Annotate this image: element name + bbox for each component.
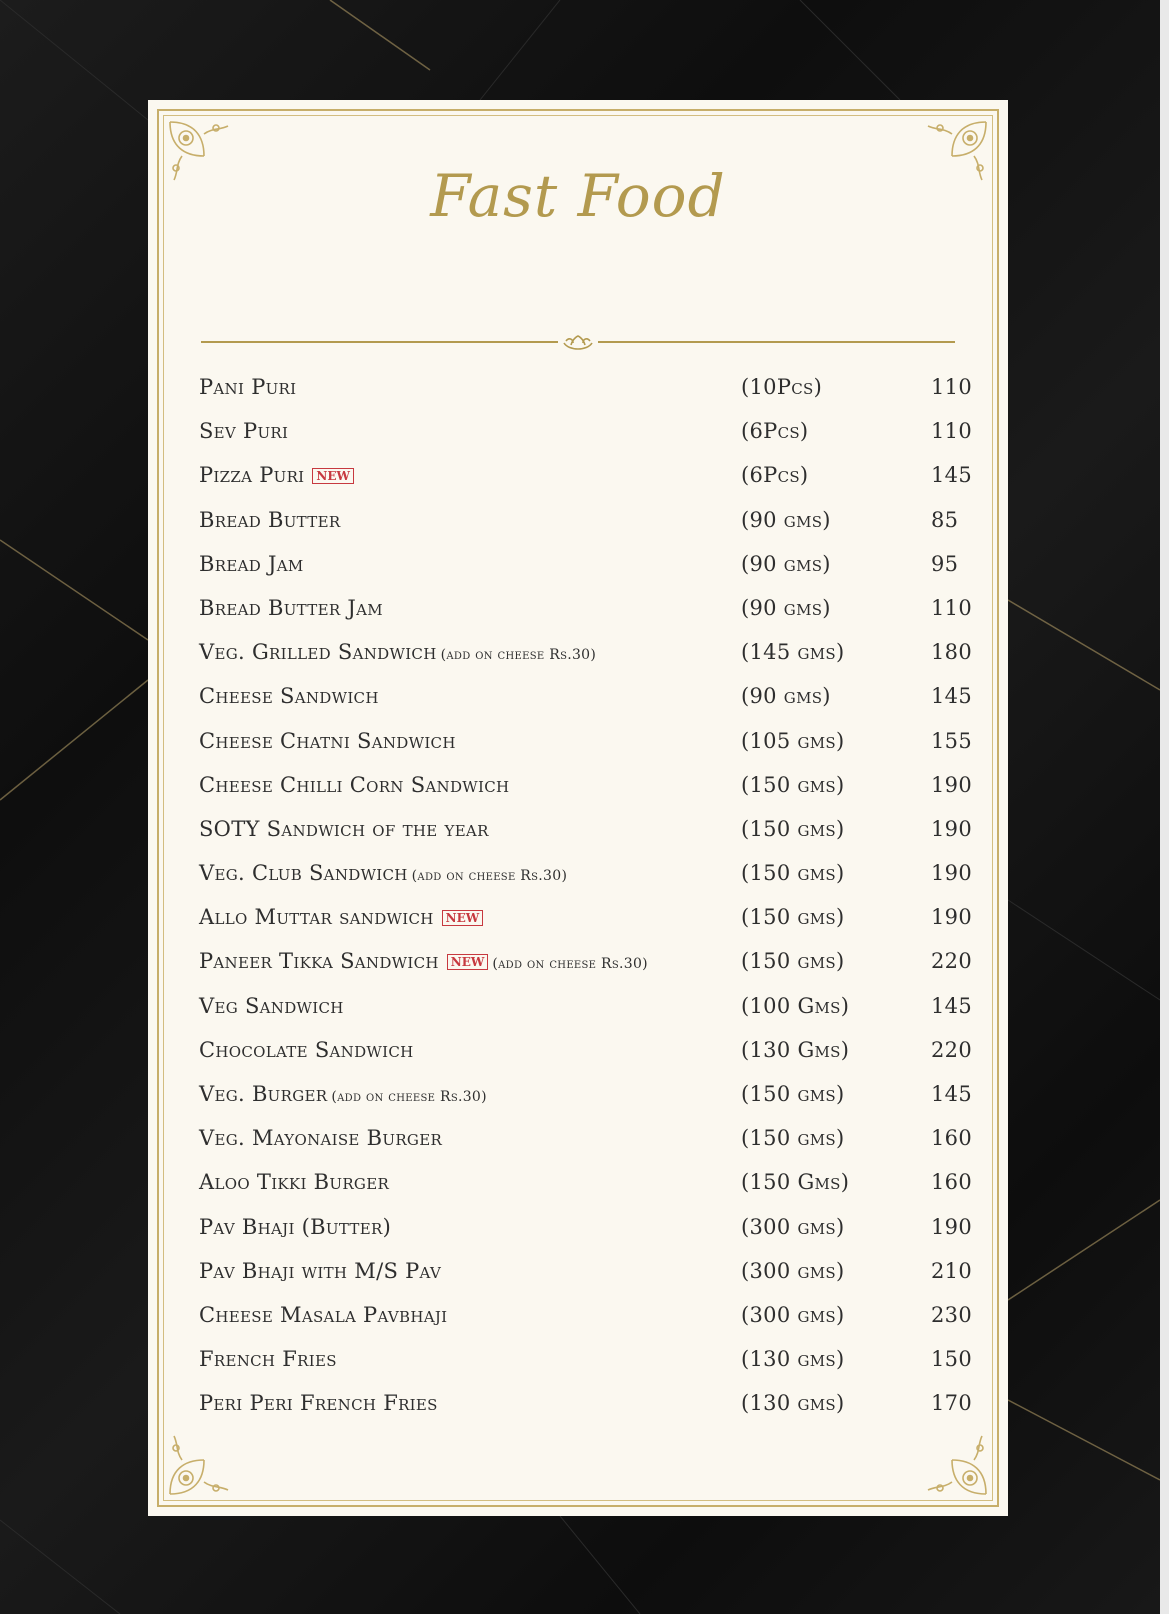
item-price: 190	[931, 1214, 972, 1239]
item-name-group	[199, 542, 304, 586]
item-price: 190	[931, 772, 972, 797]
item-quantity: (150 gms)	[741, 772, 845, 797]
item-price: 230	[931, 1302, 972, 1327]
item-price: 145	[931, 684, 972, 709]
item-note: (add on cheese Rs.30)	[411, 868, 568, 885]
item-quantity: (90 gms)	[741, 684, 831, 709]
item-name: Paneer Tikka Sandwich	[199, 949, 439, 974]
menu-item	[199, 498, 959, 542]
item-name: Veg. Mayonaise Burger	[199, 1126, 443, 1151]
item-price: 220	[931, 949, 972, 974]
item-name: Peri Peri French Fries	[199, 1391, 438, 1416]
lotus-icon	[564, 336, 592, 349]
item-name-group	[199, 1337, 337, 1381]
item-price: 110	[931, 595, 972, 620]
item-quantity: (130 gms)	[741, 1347, 845, 1372]
menu-item	[199, 630, 972, 674]
item-quantity: (150 gms)	[741, 861, 845, 886]
item-name-group	[199, 719, 456, 763]
item-price: 190	[931, 905, 972, 930]
item-name-group	[199, 895, 483, 939]
item-quantity: (150 gms)	[741, 905, 845, 930]
item-name: Pav Bhaji (Butter)	[199, 1214, 392, 1239]
item-name: Veg Sandwich	[199, 993, 344, 1018]
item-quantity: (90 gms)	[741, 507, 831, 532]
menu-item	[199, 1028, 972, 1072]
menu-item	[199, 1249, 972, 1293]
menu-item	[199, 1381, 972, 1425]
item-quantity: (150 gms)	[741, 1126, 845, 1151]
item-name: Bread Jam	[199, 551, 304, 576]
menu-item	[199, 1337, 972, 1381]
item-name-group	[199, 807, 489, 851]
item-quantity: (150 gms)	[741, 1082, 845, 1106]
menu-item	[199, 939, 972, 983]
item-price: 160	[931, 1126, 972, 1151]
item-quantity: (300 gms)	[741, 1214, 845, 1239]
item-price: 110	[931, 419, 972, 444]
new-badge: NEW	[447, 954, 489, 970]
item-name-group	[199, 1028, 414, 1072]
item-name: French Fries	[199, 1347, 337, 1372]
item-name: Veg. Club Sandwich	[199, 861, 408, 886]
item-price: 145	[931, 1082, 972, 1106]
item-name-group	[199, 1205, 391, 1249]
menu-item	[199, 586, 972, 630]
item-quantity: (300 gms)	[741, 1302, 845, 1327]
item-name: Pani Puri	[199, 375, 297, 399]
item-name-group	[199, 674, 379, 718]
item-price: 220	[931, 1037, 972, 1062]
menu-item	[199, 719, 972, 763]
item-name: Chocolate Sandwich	[199, 1037, 414, 1062]
item-price: 85	[931, 507, 959, 532]
item-name: Veg. Grilled Sandwich	[199, 640, 437, 665]
item-name: Pizza Puri	[199, 463, 305, 488]
menu-item	[199, 1205, 972, 1249]
item-price: 190	[931, 816, 972, 841]
menu-item	[199, 409, 972, 453]
item-name: Pav Bhaji with M/S Pav	[199, 1258, 442, 1283]
item-name: Cheese Sandwich	[199, 684, 379, 709]
item-name-group	[199, 851, 567, 898]
item-price: 160	[931, 1170, 972, 1195]
item-name-group	[199, 984, 344, 1028]
item-quantity: (300 gms)	[741, 1258, 845, 1283]
item-quantity: (150 gms)	[741, 816, 845, 841]
item-name-group	[199, 1249, 441, 1293]
item-name: Cheese Chilli Corn Sandwich	[199, 772, 510, 797]
item-name-group	[199, 939, 648, 986]
item-quantity: (100 Gms)	[741, 993, 850, 1018]
item-price: 150	[931, 1347, 972, 1372]
new-badge: NEW	[442, 910, 484, 926]
item-name-group	[199, 1160, 389, 1204]
item-note: (add on cheese Rs.30)	[492, 956, 648, 973]
menu-item	[199, 851, 972, 895]
menu-item	[199, 895, 972, 939]
title-divider	[201, 335, 955, 355]
menu-item	[199, 453, 972, 497]
item-name: Bread Butter Jam	[199, 595, 383, 620]
item-name-group	[199, 1116, 442, 1160]
menu-item	[199, 674, 972, 718]
item-name-group	[199, 630, 596, 677]
item-note: (add on cheese Rs.30)	[331, 1089, 487, 1105]
menu-item	[199, 763, 972, 807]
item-quantity: (105 gms)	[741, 728, 845, 753]
item-name-group	[199, 409, 288, 453]
item-name-group	[199, 1293, 447, 1337]
ornament-corner-icon	[164, 1426, 238, 1500]
item-price: 155	[931, 728, 972, 753]
item-quantity: (90 gms)	[741, 551, 831, 576]
item-quantity: (6Pcs)	[741, 463, 809, 488]
menu-item	[199, 1072, 972, 1116]
item-note: (add on cheese Rs.30)	[440, 647, 597, 664]
menu-card	[148, 100, 1008, 1516]
item-name-group	[199, 1381, 438, 1425]
menu-list	[199, 365, 972, 1426]
item-name-group	[199, 586, 383, 630]
item-name-group	[199, 1072, 487, 1119]
item-price: 110	[931, 375, 972, 399]
item-name: Cheese Masala Pavbhaji	[199, 1302, 448, 1327]
menu-item	[199, 1293, 972, 1337]
item-price: 180	[931, 640, 972, 665]
menu-item	[199, 1160, 972, 1204]
item-price: 210	[931, 1258, 972, 1283]
item-name: Sev Puri	[199, 419, 289, 444]
menu-item	[199, 807, 972, 851]
item-price: 95	[931, 551, 959, 576]
item-price: 190	[931, 861, 972, 886]
item-quantity: (90 gms)	[741, 595, 831, 620]
item-name-group	[199, 763, 509, 807]
menu-item	[199, 1116, 972, 1160]
item-name: Allo Muttar sandwich	[199, 905, 434, 930]
ornament-corner-icon	[918, 1426, 992, 1500]
item-name: Veg. Burger	[199, 1082, 328, 1106]
item-name: Bread Butter	[199, 507, 341, 532]
item-name: SOTY Sandwich of the year	[199, 816, 489, 841]
item-name-group	[199, 365, 296, 409]
new-badge: NEW	[312, 468, 354, 484]
item-name: Cheese Chatni Sandwich	[199, 728, 456, 753]
item-quantity: (130 Gms)	[741, 1037, 850, 1062]
item-price: 145	[931, 993, 972, 1018]
item-quantity: (10Pcs)	[741, 375, 823, 399]
item-quantity: (6Pcs)	[741, 419, 809, 444]
item-name: Aloo Tikki Burger	[199, 1170, 390, 1195]
page-edge	[1160, 0, 1169, 1614]
item-quantity: (130 gms)	[741, 1391, 845, 1416]
menu-title: Fast Food	[430, 162, 726, 230]
item-name-group	[199, 498, 340, 542]
item-quantity: (145 gms)	[741, 640, 845, 665]
menu-item	[199, 984, 972, 1028]
item-name-group	[199, 453, 354, 497]
item-price: 145	[931, 463, 972, 488]
item-price: 170	[931, 1391, 972, 1416]
item-quantity: (150 Gms)	[741, 1170, 850, 1195]
menu-item	[199, 365, 972, 409]
item-quantity: (150 gms)	[741, 949, 845, 974]
menu-item	[199, 542, 959, 586]
